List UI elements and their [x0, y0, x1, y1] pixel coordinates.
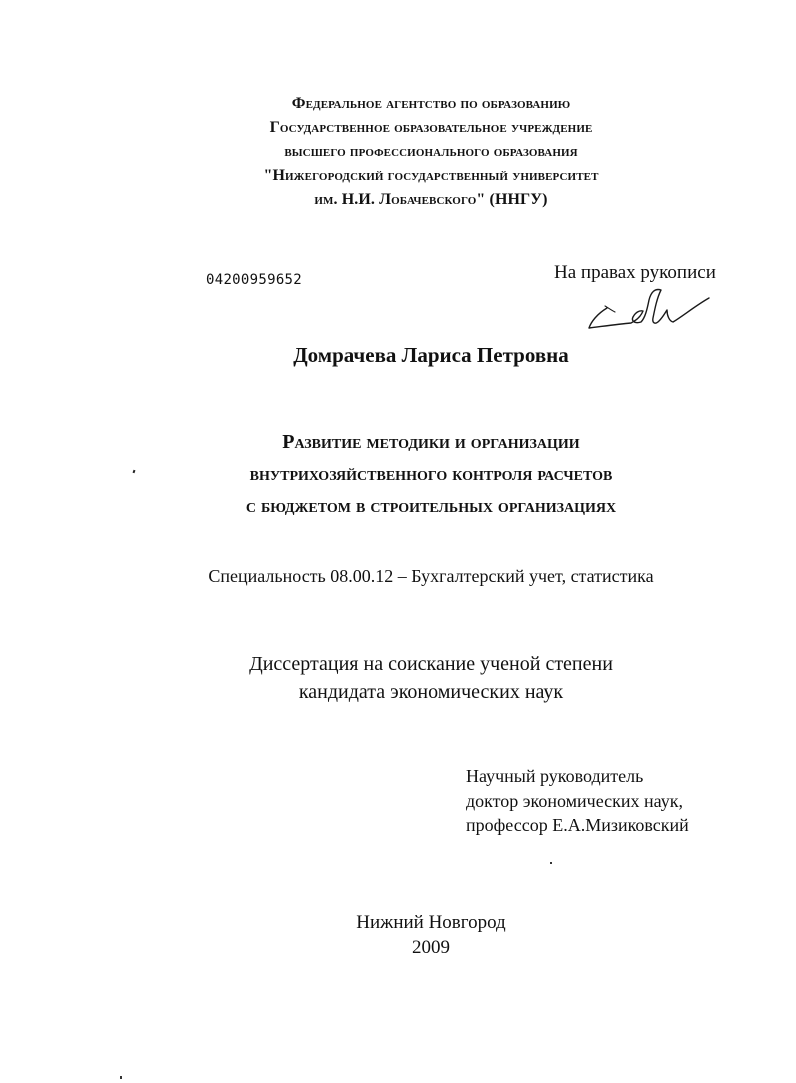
place-and-year	[0, 910, 796, 960]
header-line-agency: Федеральное агентство по образованию	[291, 95, 571, 112]
supervisor-degree: доктор экономических наук,	[466, 790, 683, 811]
scan-speck	[550, 862, 552, 864]
specialty: Специальность 08.00.12 – Бухгалтерский учет, статистика	[208, 566, 654, 586]
supervisor-role: Научный руководитель	[466, 766, 644, 786]
city: Нижний Новгород	[356, 912, 506, 933]
supervisor-info	[466, 764, 689, 838]
handwritten-signature	[585, 280, 715, 340]
year: 2009	[412, 937, 450, 958]
scan-speck	[120, 1076, 122, 1079]
manuscript-note: На правах рукописи	[554, 262, 716, 283]
degree-line-1: Диссертация на соискание ученой степени	[249, 653, 613, 675]
title-line-2: внутрихозяйственного контроля расчетов	[249, 463, 613, 485]
title-line-1: Развитие методики и организации	[282, 431, 580, 453]
degree-statement	[0, 650, 796, 706]
header-line-institution-type: Государственное образовательное учреждение	[269, 119, 593, 136]
header-line-university-name: им. Н.И. Лобачевского" (ННГУ)	[314, 191, 548, 208]
title-line-3: с бюджетом в строительных организациях	[245, 495, 617, 517]
degree-line-2: кандидата экономических наук	[298, 681, 564, 703]
catalog-number: 04200959652	[206, 272, 303, 288]
header-line-university: "Нижегородский государственный университет	[263, 167, 599, 184]
dissertation-title	[0, 426, 796, 522]
header-line-education-level: высшего профессионального образования	[284, 143, 578, 160]
supervisor-name: профессор Е.А.Мизиковский	[466, 815, 689, 835]
institution-header	[0, 92, 796, 212]
author-name: Домрачева Лариса Петровна	[293, 343, 569, 367]
